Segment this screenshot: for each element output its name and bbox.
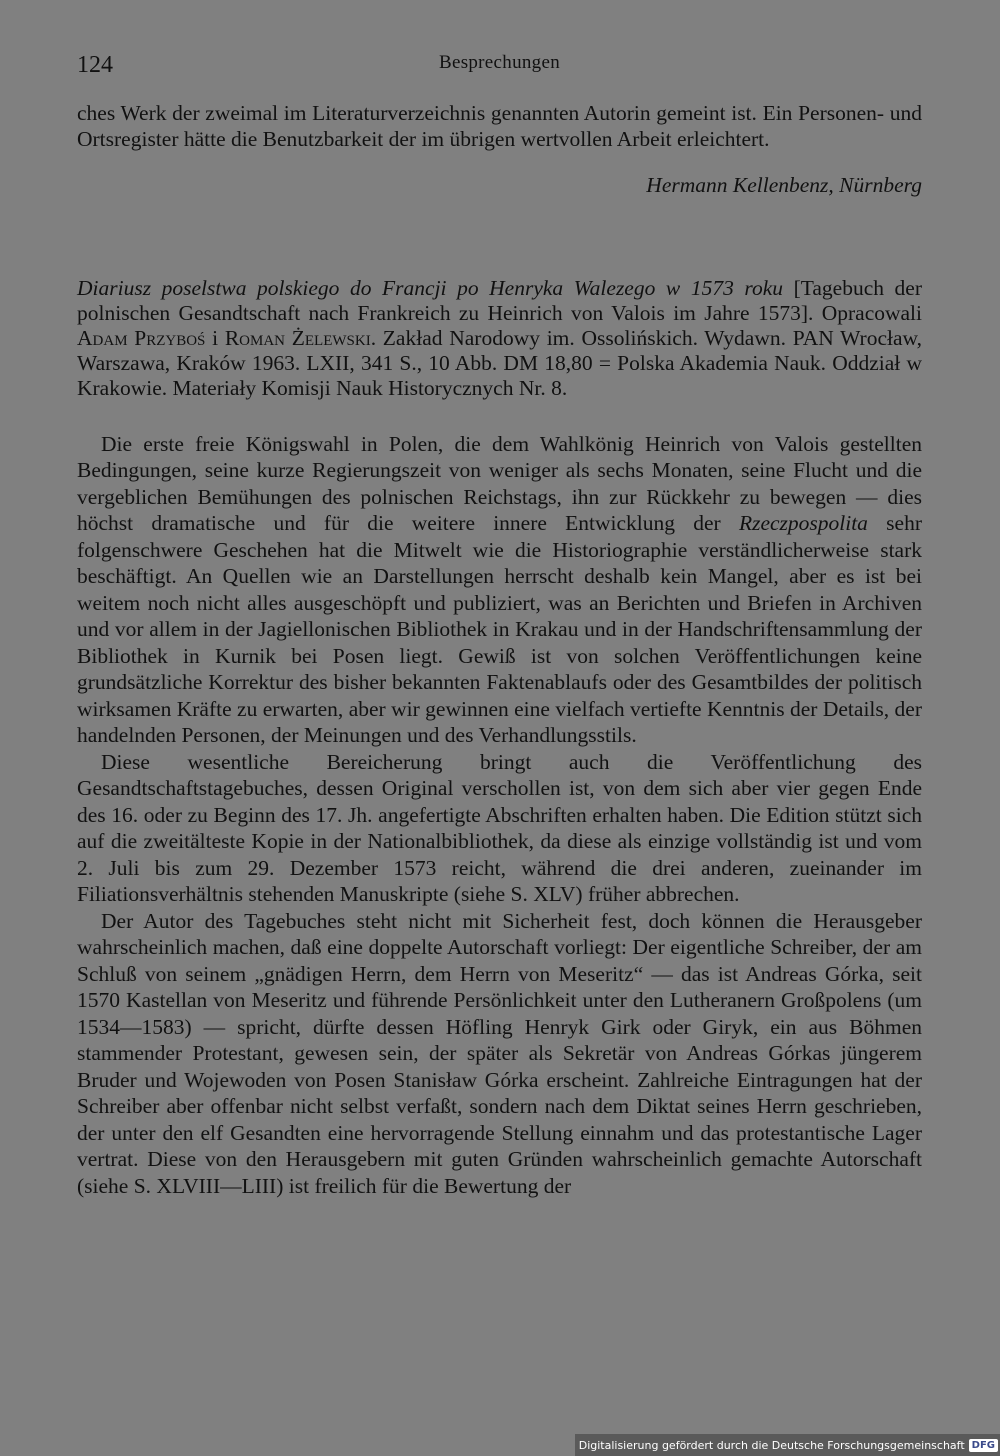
review-body	[77, 431, 922, 1200]
running-head	[77, 48, 922, 88]
footer-text: Digitalisierung gefördert durch die Deutsche Forschungsgemeinschaft	[578, 1438, 965, 1452]
paragraph-2: Diese wesentliche Bereicherung bringt auch die Veröffentlichung des Gesandtschaftstagebuches, dessen Original verschollen ist, von dem sich aber vier gegen Ende des 16. oder zu Beginn des 17. Jh. angefertigte Abschriften erhalten haben. Die Edition stützt sich auf die zweitälteste Kopie in der Nationalbibliothek, da diese als einzige vollständig ist und vom 2. Juli bis zum 29. Dezember 1573 reicht, während die drei anderen, zueinander im Filiationsverhältnis stehenden Manuskripte (siehe S. XLV) früher abbrechen.	[77, 749, 922, 907]
dfg-logo: DFG	[969, 1439, 998, 1452]
bibliographic-entry	[77, 276, 922, 401]
book-title: Diariusz poselstwa polskiego do Francji po Henryka Walezego w 1573 roku	[77, 275, 783, 300]
publication-details: . Zakład Narodowy im. Ossolińskich. Wydawn. PAN Wrocław, Warszawa, Kraków 1963. LXII, 341 S., 10 Abb. DM 18,80 = Polska Akademia Nauk. Oddział w Krakowie. Materiały Komisji Nauk Historycznych Nr. 8.	[77, 325, 923, 400]
document-page	[77, 48, 922, 1199]
editor-name: Roman Żelewski	[224, 325, 371, 350]
digitization-footer	[575, 1434, 1000, 1456]
emphasized-term: Rzeczpospolita	[738, 511, 868, 536]
editor-conjunction: i	[205, 325, 225, 350]
editor-name: Adam Przyboś	[77, 325, 206, 350]
paragraph-text: Die erste freie Königswahl in Polen, die dem Wahlkönig Heinrich von Valois gestellten Bedingungen, seine kurze Regierungszeit von weniger als sechs Monaten, seine Flucht und die vergeblichen Bemühungen des polnischen Reichstags, ihn zur Rückkehr zu bewegen — dies höchst dramatische und für die weitere innere Entwicklung der	[77, 431, 922, 536]
reviewer-signature: Hermann Kellenbenz, Nürnberg	[646, 172, 922, 197]
continuation-paragraph: ches Werk der zweimal im Literaturverzeichnis genannten Autorin gemeint ist. Ein Personen- und Ortsregister hätte die Benutzbarkeit der im übrigen wertvollen Arbeit erleichtert.	[77, 101, 922, 152]
section-title: Besprechungen	[438, 52, 561, 73]
page-number: 124	[77, 52, 113, 78]
paragraph-text: sehr folgenschwere Geschehen hat die Mitwelt wie die Historiographie verständlicherweise stark beschäftigt. An Quellen wie an Darstellungen herrscht deshalb kein Mangel, aber es ist bei weitem noch nicht alles ausgeschöpft und publiziert, was an Berichten und Briefen in Archiven und vor allem in der Jagiellonischen Bibliothek in Krakau und in der Handschriftensammlung der Bibliothek in Kurnik bei Posen liegt. Gewiß ist von solchen Veröffentlichungen keine grundsätzliche Korrektur des bisher bekannten Faktenablaufs oder des Gesamtbildes der politisch wirksamen Kräfte zu erwarten, aber wir gewinnen eine vielfach vertiefte Kenntnis der Details, der handelnden Personen, der Meinungen und des Verhandlungsstils.	[77, 511, 922, 748]
paragraph-3: Der Autor des Tagebuches steht nicht mit Sicherheit fest, doch können die Herausgeber wahrscheinlich machen, daß eine doppelte Autorschaft vorliegt: Der eigentliche Schreiber, der am Schluß von seinem „gnädigen Herrn, dem Herrn von Meseritz“ — das ist Andreas Górka, seit 1570 Kastellan von Meseritz und führende Persönlichkeit unter den Lutheranern Großpolens (um 1534—1583) — spricht, dürfte dessen Höfling Henryk Girk oder Giryk, ein aus Böhmen stammender Protestant, gewesen sein, der später als Sekretär von Andreas Górkas jüngerem Bruder und Wojewoden von Posen Stanisław Górka erscheint. Zahlreiche Eintragungen hat der Schreiber aber offenbar nicht selbst verfaßt, sondern nach dem Diktat seines Herrn geschrieben, der unter den elf Gesandten eine hervorragende Stellung einnahm und das protestantische Lager vertrat. Diese von den Herausgebern mit guten Gründen wahrscheinlich gemachte Autorschaft (siehe S. XLVIII—LIII) ist freilich für die Bewertung der	[77, 908, 922, 1198]
book-translation: [Tagebuch der polnischen Gesandtschaft nach Frankreich zu Heinrich von Valois im Jahre 1573]. Opracowali	[77, 275, 922, 325]
paragraph-1	[77, 431, 922, 749]
